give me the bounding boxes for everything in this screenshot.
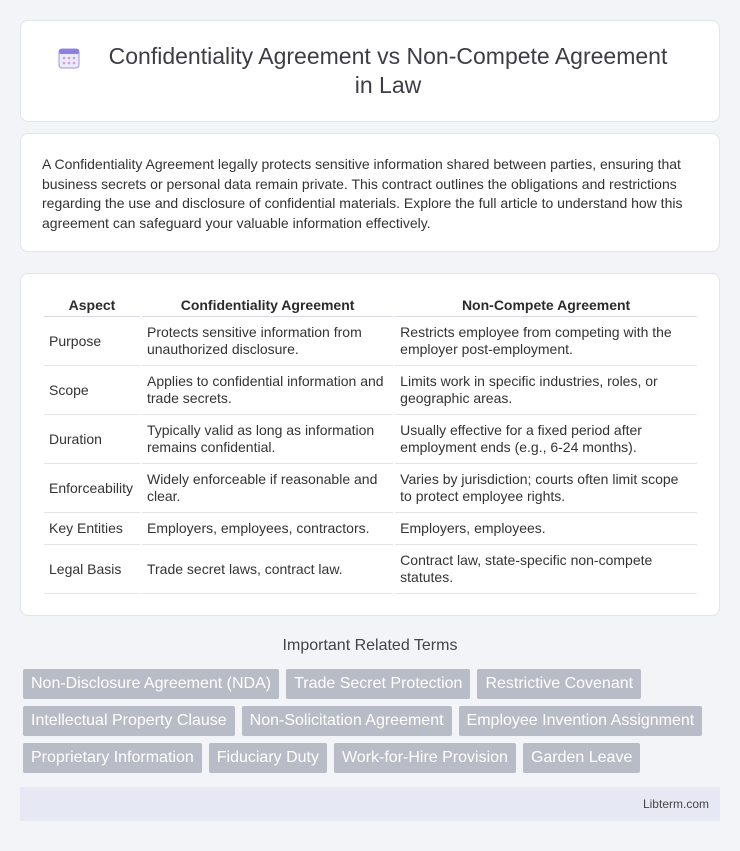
related-term-tag[interactable]: Fiduciary Duty <box>209 743 327 773</box>
related-term-tag[interactable]: Non-Solicitation Agreement <box>242 706 452 736</box>
table-cell: Varies by jurisdiction; courts often limit scope to protect employee rights. <box>395 464 697 513</box>
table-row <box>44 464 697 513</box>
table-cell: Typically valid as long as information remains confidential. <box>142 415 393 464</box>
table-cell: Protects sensitive information from unauthorized disclosure. <box>142 317 393 366</box>
intro-card <box>20 133 720 252</box>
table-cell: Widely enforceable if reasonable and clear. <box>142 464 393 513</box>
related-term-tag[interactable]: Proprietary Information <box>23 743 202 773</box>
table-header-row <box>44 296 697 317</box>
table-cell: Contract law, state-specific non-compete statutes. <box>395 545 697 594</box>
table-cell: Applies to confidential information and trade secrets. <box>142 366 393 415</box>
related-term-tag[interactable]: Employee Invention Assignment <box>459 706 703 736</box>
related-term-tag[interactable]: Restrictive Covenant <box>477 669 641 699</box>
related-terms-list <box>23 669 713 780</box>
title-card <box>20 20 720 122</box>
table-row <box>44 317 697 366</box>
intro-paragraph: A Confidentiality Agreement legally protects sensitive information shared between parties, ensuring that business secrets or personal data remain private. This contract outlines the obligations and restrictions regarding the use and disclosure of confidential materials. Explore the full article to understand how this agreement can safeguard your valuable information effectively. <box>42 156 683 231</box>
related-terms-heading: Important Related Terms <box>282 637 458 654</box>
table-cell: Usually effective for a fixed period after employment ends (e.g., 6-24 months). <box>395 415 697 464</box>
table-row <box>44 513 697 545</box>
column-header-aspect: Aspect <box>44 296 140 317</box>
page-title: Confidentiality Agreement vs Non-Compete Agreement in Law <box>108 43 668 98</box>
table-row <box>44 415 697 464</box>
table-cell: Key Entities <box>44 513 140 545</box>
table-cell: Employers, employees. <box>395 513 697 545</box>
table-cell: Employers, employees, contractors. <box>142 513 393 545</box>
table-cell: Purpose <box>44 317 140 366</box>
table-cell: Enforceability <box>44 464 140 513</box>
table-cell: Duration <box>44 415 140 464</box>
related-term-tag[interactable]: Non-Disclosure Agreement (NDA) <box>23 669 279 699</box>
comparison-card <box>20 273 720 616</box>
table-row <box>44 545 697 594</box>
table-row <box>44 366 697 415</box>
comparison-table <box>42 296 699 594</box>
table-cell: Limits work in specific industries, roles, or geographic areas. <box>395 366 697 415</box>
related-term-tag[interactable]: Work-for-Hire Provision <box>334 743 516 773</box>
column-header-confidentiality: Confidentiality Agreement <box>142 296 393 317</box>
related-term-tag[interactable]: Intellectual Property Clause <box>23 706 235 736</box>
footer-bar <box>20 787 720 821</box>
related-term-tag[interactable]: Garden Leave <box>523 743 640 773</box>
table-cell: Legal Basis <box>44 545 140 594</box>
footer-site-name[interactable]: Libterm.com <box>642 797 709 811</box>
table-cell: Trade secret laws, contract law. <box>142 545 393 594</box>
table-cell: Scope <box>44 366 140 415</box>
related-term-tag[interactable]: Trade Secret Protection <box>286 669 470 699</box>
column-header-non-compete: Non-Compete Agreement <box>395 296 697 317</box>
table-cell: Restricts employee from competing with the employer post-employment. <box>395 317 697 366</box>
